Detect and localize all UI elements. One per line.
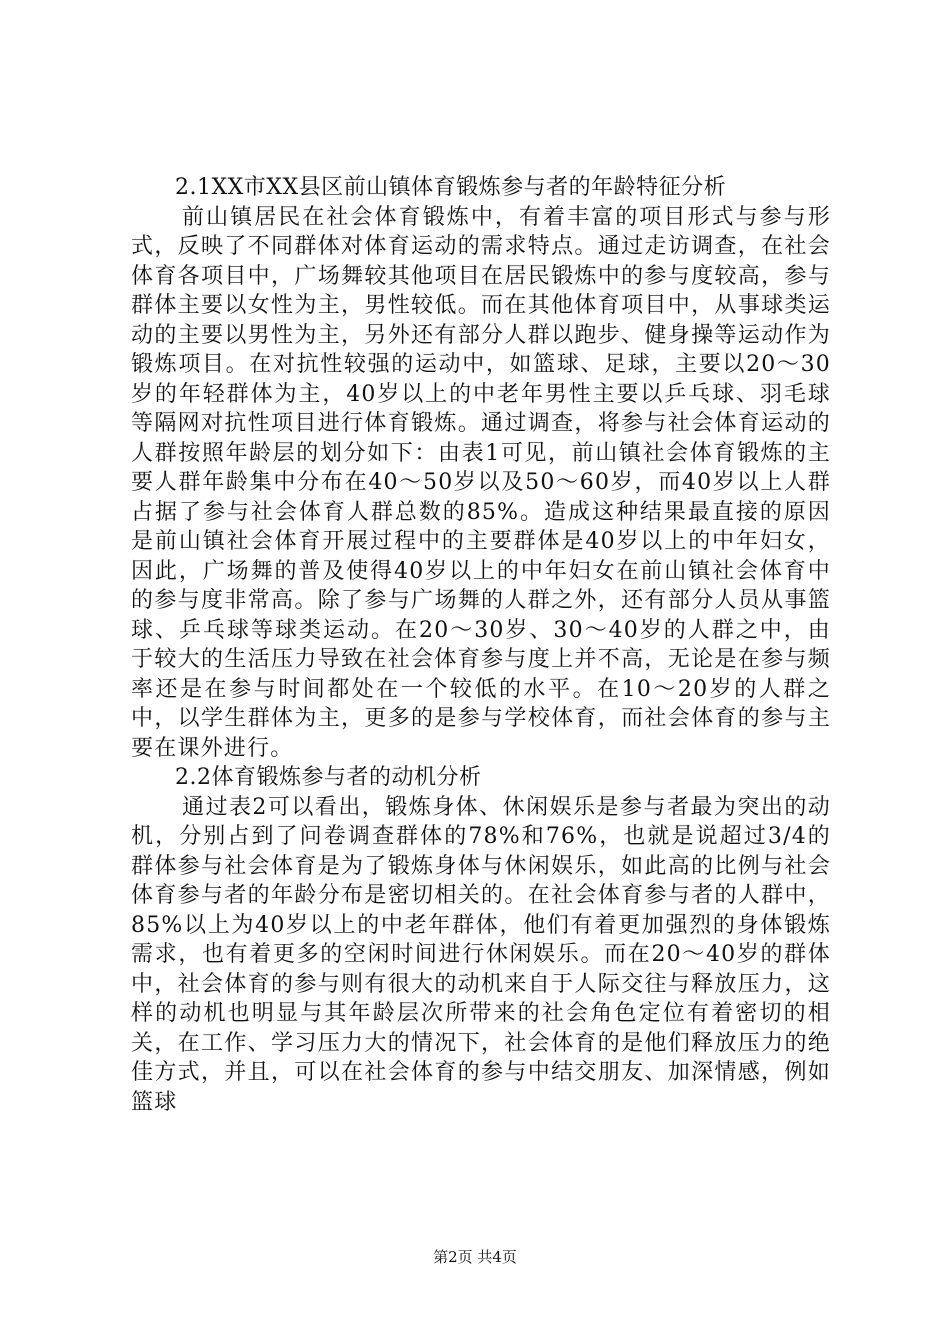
section-paragraph-2-2: 通过表2可以看出，锻炼身体、休闲娱乐是参与者最为突出的动机，分别占到了问卷调查群体的78%和76%，也就是说超过3/4的群体参与社会体育是为了锻炼身体与休闲娱乐，如此高的比例与社会体育参与者的年龄分布是密切相关的。在社会体育参与者的人群中，85%以上为40岁以上的中老年群体，他们有着更加强烈的身体锻炼需求，也有着更多的空闲时间进行休闲娱乐。而在20～40岁的群体中，社会体育的参与则有很大的动机来自于人际交往与释放压力，这样的动机也明显与其年龄层次所带来的社会角色定位有着密切的相关，在工作、学习压力大的情况下，社会体育的是他们释放压力的绝佳方式，并且，可以在社会体育的参与中结交朋友、加深情感，例如篮球 (131, 794, 831, 1115)
section-paragraph-2-1: 前山镇居民在社会体育锻炼中，有着丰富的项目形式与参与形式，反映了不同群体对体育运动的需求特点。通过走访调查，在社会体育各项目中，广场舞较其他项目在居民锻炼中的参与度较高，参与群体主要以女性为主，男性较低。而在其他体育项目中，从事球类运动的主要以男性为主，另外还有部分人群以跑步、健身操等运动作为锻炼项目。在对抗性较强的运动中，如篮球、足球，主要以20～30岁的年轻群体为主，40岁以上的中老年男性主要以乒乓球、羽毛球等隔网对抗性项目进行体育锻炼。通过调查，将参与社会体育运动的人群按照年龄层的划分如下：由表1可见，前山镇社会体育锻炼的主要人群年龄集中分布在40～50岁以及50～60岁，而40岁以上人群占据了参与社会体育人群总数的85%。造成这种结果最直接的原因是前山镇社会体育开展过程中的主要群体是40岁以上的中年妇女，因此，广场舞的普及使得40岁以上的中年妇女在前山镇社会体育中的参与度非常高。除了参与广场舞的人群之外，还有部分人员从事篮球、乒乓球等球类运动。在20～30岁、30～40岁的人群之中，由于较大的生活压力导致在社会体育参与度上并不高，无论是在参与频率还是在参与时间都处在一个较低的水平。在10～20岁的人群之中，以学生群体为主，更多的是参与学校体育，而社会体育的参与主要在课外进行。 (131, 204, 831, 761)
section-heading-2-2: 2.2体育锻炼参与者的动机分析 (175, 765, 482, 790)
document-body (131, 173, 831, 1117)
page-number-footer: 第2页 共4页 (433, 1248, 517, 1266)
section-heading-2-1: 2.1XX市XX县区前山镇体育锻炼参与者的年龄特征分析 (175, 175, 727, 200)
